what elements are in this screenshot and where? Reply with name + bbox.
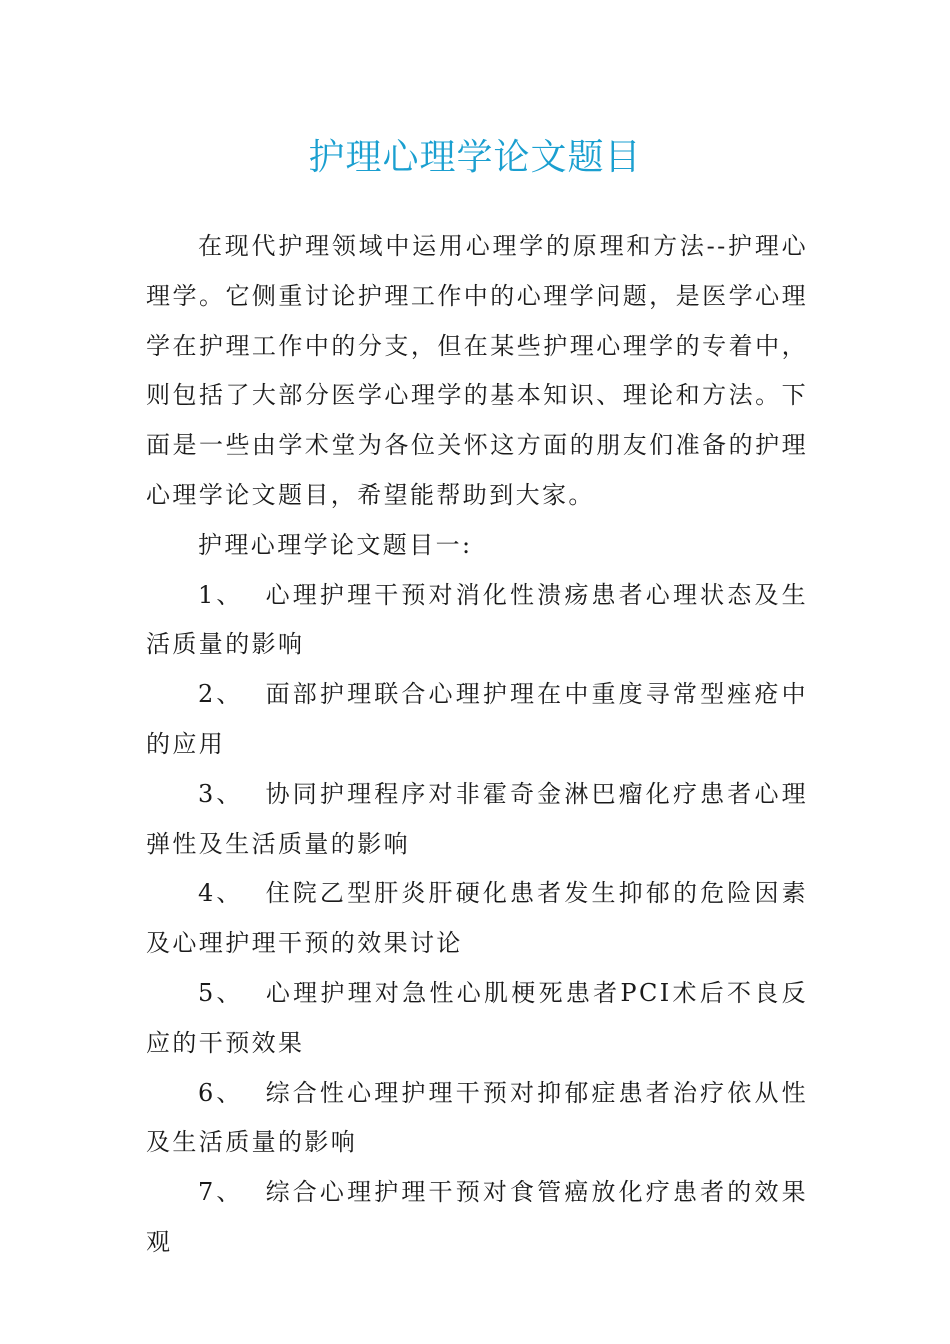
list-item-number: 6、 [198,1078,244,1107]
intro-paragraph: 在现代护理领域中运用心理学的原理和方法--护理心理学。它侧重讨论护理工作中的心理学问题，是医学心理学在护理工作中的分支，但在某些护理心理学的专着中，则包括了大部分医学心理学的基本知识、理论和方法。下面是一些由学术堂为各位关怀这方面的朋友们准备的护理心理学论文题目，希望能帮助到大家。 [146,232,808,509]
list-item-number: 2、 [198,680,244,709]
list-item-number: 3、 [198,779,244,808]
list-item [146,1069,808,1169]
list-item-number: 4、 [198,879,244,908]
list-item-number: 1、 [198,580,244,609]
list-item-number: 5、 [198,978,244,1007]
list-item [146,670,808,770]
list-item-text: 协同护理程序对非霍奇金淋巴瘤化疗患者心理弹性及生活质量的影响 [146,779,808,858]
list-item-text: 心理护理干预对消化性溃疡患者心理状态及生活质量的影响 [146,580,808,659]
list-item-text: 综合性心理护理干预对抑郁症患者治疗依从性及生活质量的影响 [146,1078,808,1157]
list-item [146,571,808,671]
list-item [146,1168,808,1268]
list-item-text: 综合心理护理干预对食管癌放化疗患者的效果观 [146,1178,808,1256]
list-item [146,869,808,969]
list-item [146,770,808,870]
list-item-text: 心理护理对急性心肌梗死患者PCI术后不良反应的干预效果 [146,978,808,1057]
document-title: 护理心理学论文题目 [308,137,642,178]
list-item-text: 面部护理联合心理护理在中重度寻常型痤疮中的应用 [146,680,808,758]
list-item-text: 住院乙型肝炎肝硬化患者发生抑郁的危险因素及心理护理干预的效果讨论 [146,879,808,958]
section-heading: 护理心理学论文题目一: [198,530,473,559]
document-body [146,222,808,1268]
list-item [146,969,808,1069]
list-item-number: 7、 [198,1178,244,1207]
